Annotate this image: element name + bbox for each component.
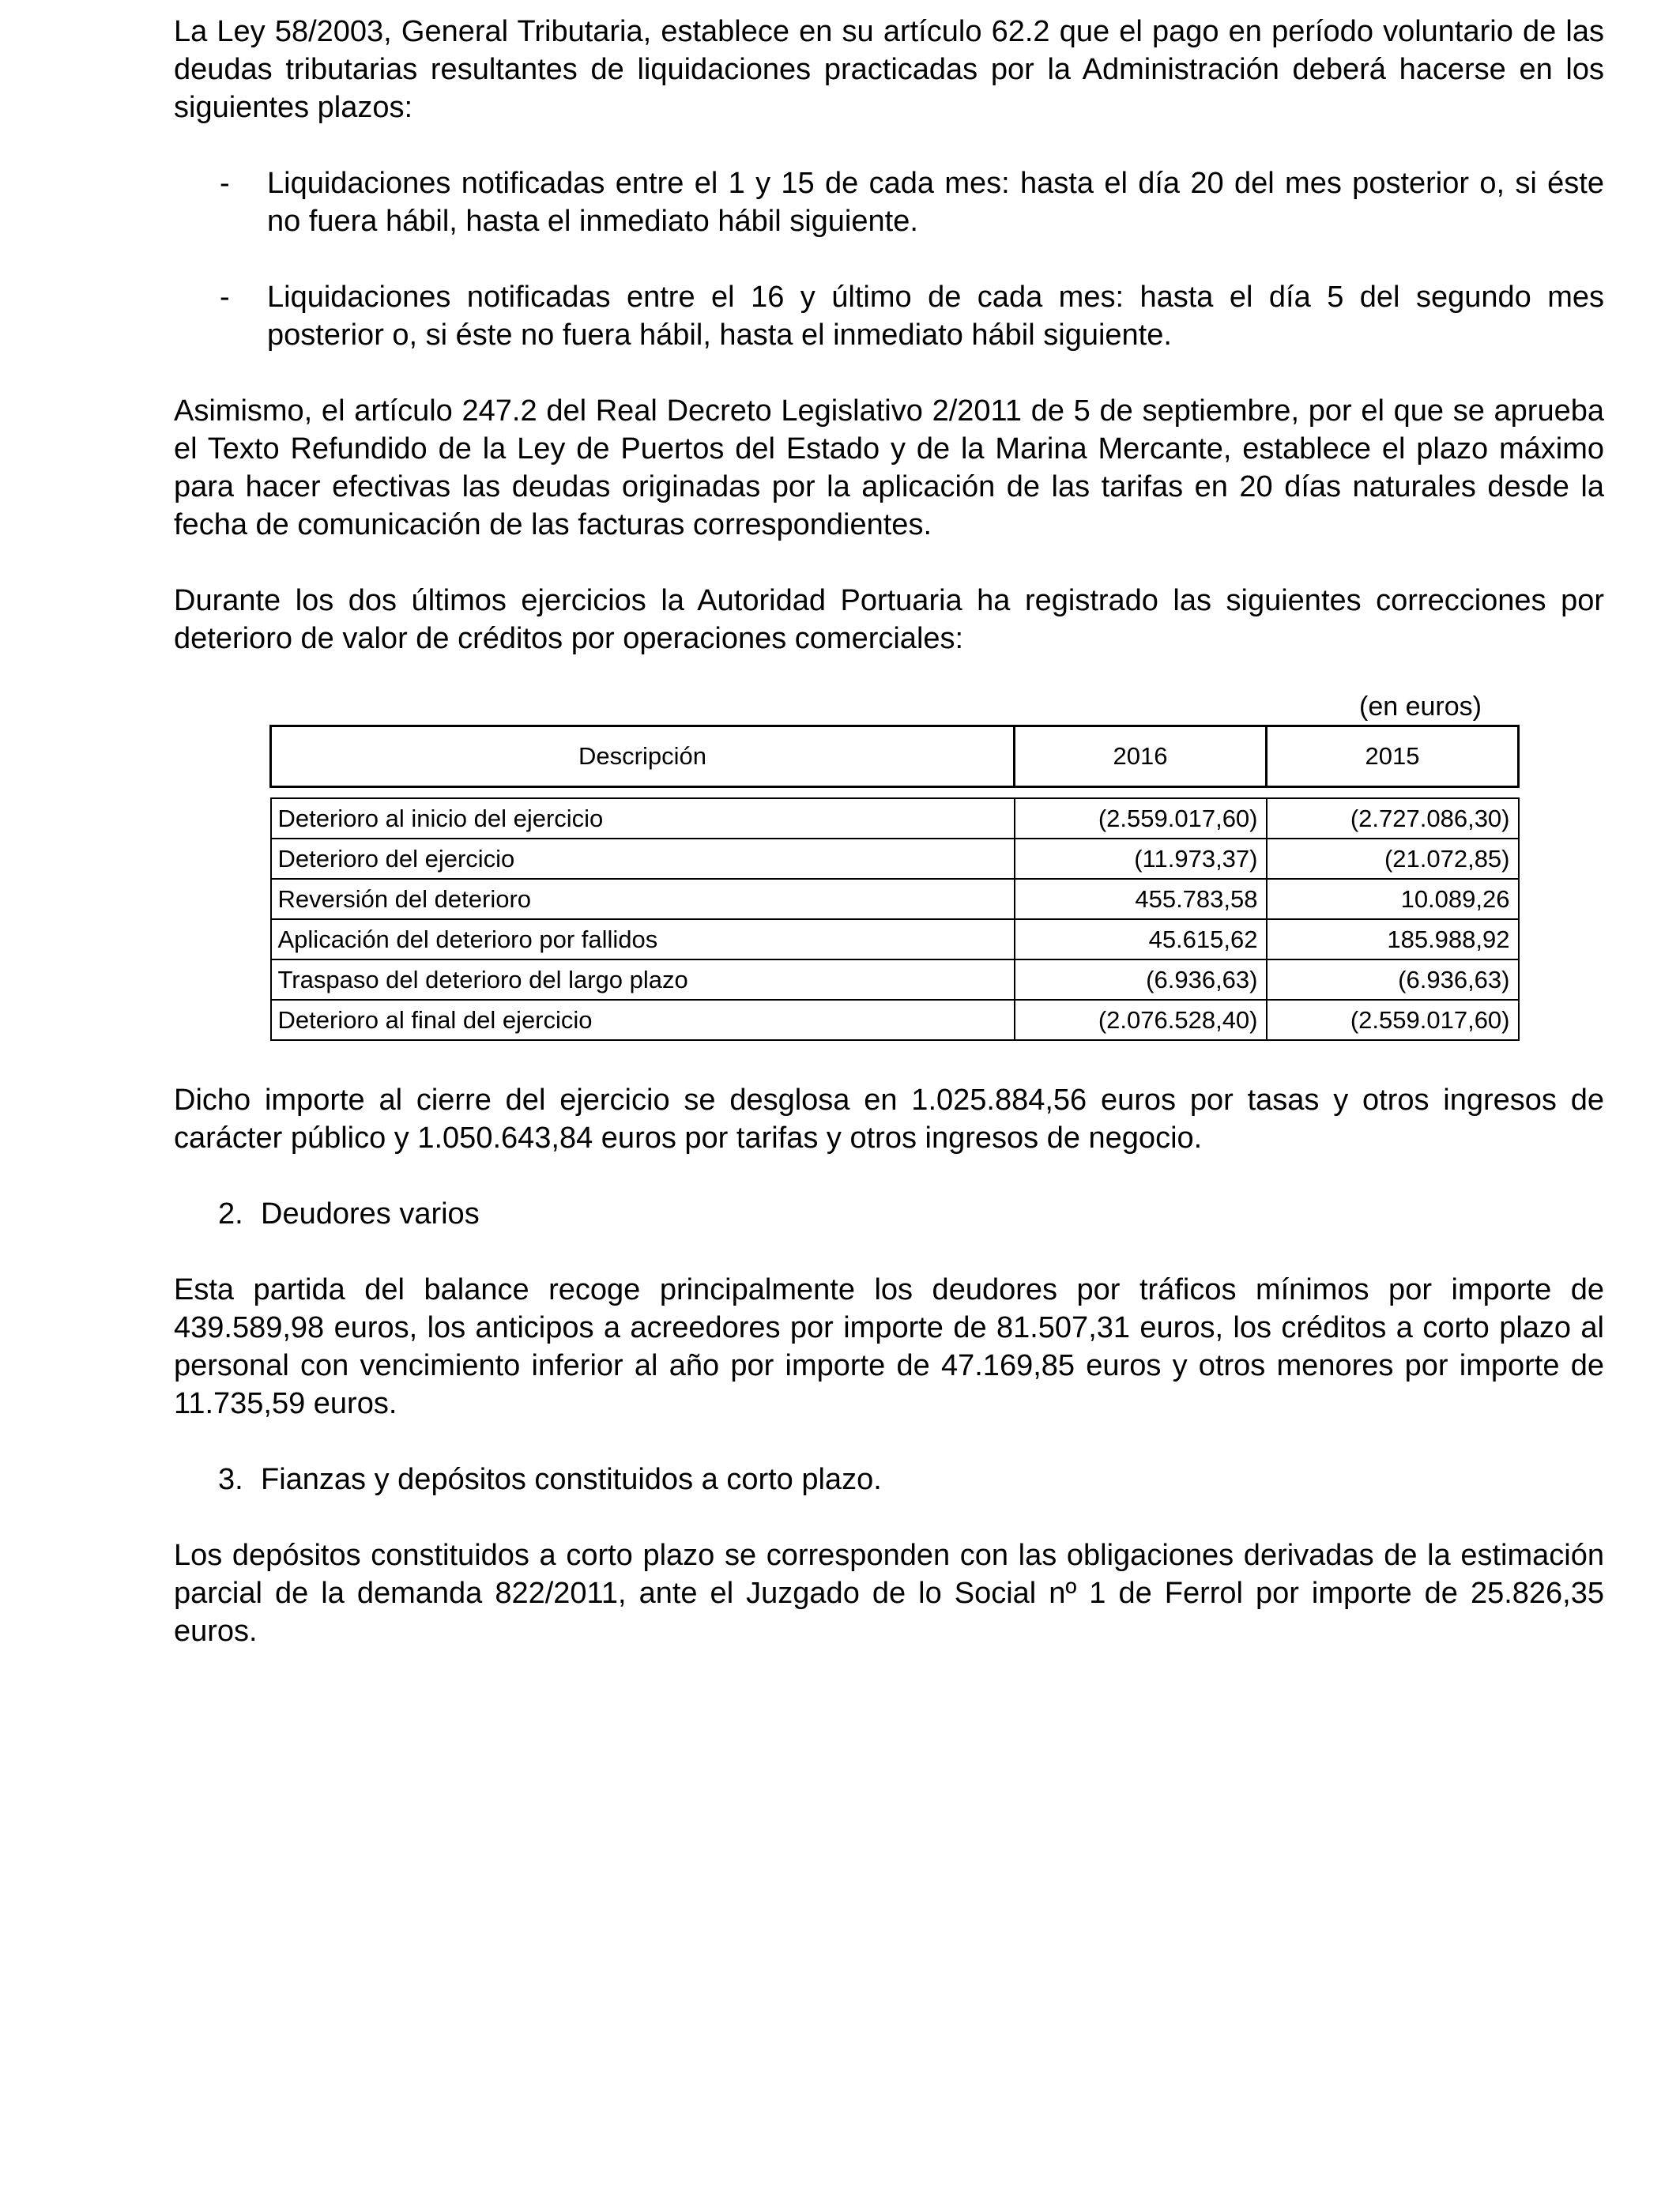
row-description: Deterioro al inicio del ejercicio: [271, 798, 1015, 839]
table-row: [271, 959, 1519, 1000]
row-value-2015: 10.089,26: [1267, 879, 1519, 919]
bullet-text: Liquidaciones notificadas entre el 16 y último de cada mes: hasta el día 5 del segundo mes posterior o, si éste no fuera hábil, hasta el inmediato hábil siguiente.: [267, 281, 1604, 352]
los-paragraph: Los depósitos constituidos a corto plazo se corresponden con las obligaciones derivadas de la estimación parcial de la demanda 822/2011, ante el Juzgado de lo Social nº 1 de Ferrol por importe de 25.826,35 euros.: [174, 1539, 1604, 1648]
asimismo-paragraph: Asimismo, el artículo 247.2 del Real Decreto Legislativo 2/2011 de 5 de septiembre, por el que se aprueba el Texto Refundido de la Ley de Puertos del Estado y de la Marina Mercante, establece el plazo máximo para hacer efectivas las deudas originadas por la aplicación de las tarifas en 20 días naturales desde la fecha de comunicación de las facturas correspondientes.: [174, 394, 1604, 541]
table-row: [271, 879, 1519, 919]
table-row: [271, 798, 1519, 839]
row-value-2016: 455.783,58: [1015, 879, 1267, 919]
heading-text: Deudores varios: [261, 1197, 480, 1231]
column-header-2015: 2015: [1267, 726, 1519, 787]
document-page: [174, 13, 1604, 658]
row-value-2015: (21.072,85): [1267, 839, 1519, 879]
row-description: Aplicación del deterioro por fallidos: [271, 919, 1015, 959]
row-value-2015: (2.727.086,30): [1267, 798, 1519, 839]
heading-text: Fianzas y depósitos constituidos a corto plazo.: [261, 1463, 882, 1496]
table-row: [271, 919, 1519, 959]
table-units-label: (en euros): [1359, 692, 1482, 722]
bullet-dash: -: [220, 167, 230, 200]
dicho-paragraph: Dicho importe al cierre del ejercicio se desglosa en 1.025.884,56 euros por tasas y otros ingresos de carácter público y 1.050.643,84 euros por tarifas y otros ingresos de negocio.: [174, 1084, 1604, 1155]
heading-number: 2.: [218, 1197, 243, 1231]
row-value-2016: (2.076.528,40): [1015, 1000, 1267, 1040]
row-value-2016: (2.559.017,60): [1015, 798, 1267, 839]
row-value-2016: (6.936,63): [1015, 959, 1267, 1000]
row-value-2016: (11.973,37): [1015, 839, 1267, 879]
deterioro-table: [269, 725, 1520, 1041]
row-value-2015: (6.936,63): [1267, 959, 1519, 1000]
row-description: Traspaso del deterioro del largo plazo: [271, 959, 1015, 1000]
bullet-text: Liquidaciones notificadas entre el 1 y 15 de cada mes: hasta el día 20 del mes posterior o, si éste no fuera hábil, hasta el inmediato hábil siguiente.: [267, 167, 1604, 238]
esta-paragraph: Esta partida del balance recoge principalmente los deudores por tráficos mínimos por importe de 439.589,98 euros, los anticipos a acreedores por importe de 81.507,31 euros, los créditos a corto plazo al personal con vencimiento inferior al año por importe de 47.169,85 euros y otros menores por importe de 11.735,59 euros.: [174, 1273, 1604, 1420]
row-description: Deterioro del ejercicio: [271, 839, 1015, 879]
bullet-dash: -: [220, 281, 230, 314]
numbered-heading: [174, 1461, 1604, 1498]
heading-number: 3.: [218, 1463, 243, 1496]
intro-paragraph: La Ley 58/2003, General Tributaria, establece en su artículo 62.2 que el pago en período voluntario de las deudas tributarias resultantes de liquidaciones practicadas por la Administración deberá hacerse en los siguientes plazos:: [174, 15, 1604, 124]
row-value-2015: 185.988,92: [1267, 919, 1519, 959]
document-page-lower: [174, 1081, 1604, 1650]
column-header-descripcion: Descripción: [271, 726, 1015, 787]
row-description: Reversión del deterioro: [271, 879, 1015, 919]
durante-paragraph: Durante los dos últimos ejercicios la Autoridad Portuaria ha registrado las siguientes correcciones por deterioro de valor de créditos por operaciones comerciales:: [174, 584, 1604, 655]
table-row: [271, 839, 1519, 879]
row-value-2016: 45.615,62: [1015, 919, 1267, 959]
bullet-item: [174, 278, 1604, 354]
numbered-heading: [174, 1195, 1604, 1233]
table-header-row: [271, 726, 1519, 787]
row-description: Deterioro al final del ejercicio: [271, 1000, 1015, 1040]
column-header-2016: 2016: [1015, 726, 1267, 787]
row-value-2015: (2.559.017,60): [1267, 1000, 1519, 1040]
bullet-item: [174, 164, 1604, 240]
table-row: [271, 1000, 1519, 1040]
